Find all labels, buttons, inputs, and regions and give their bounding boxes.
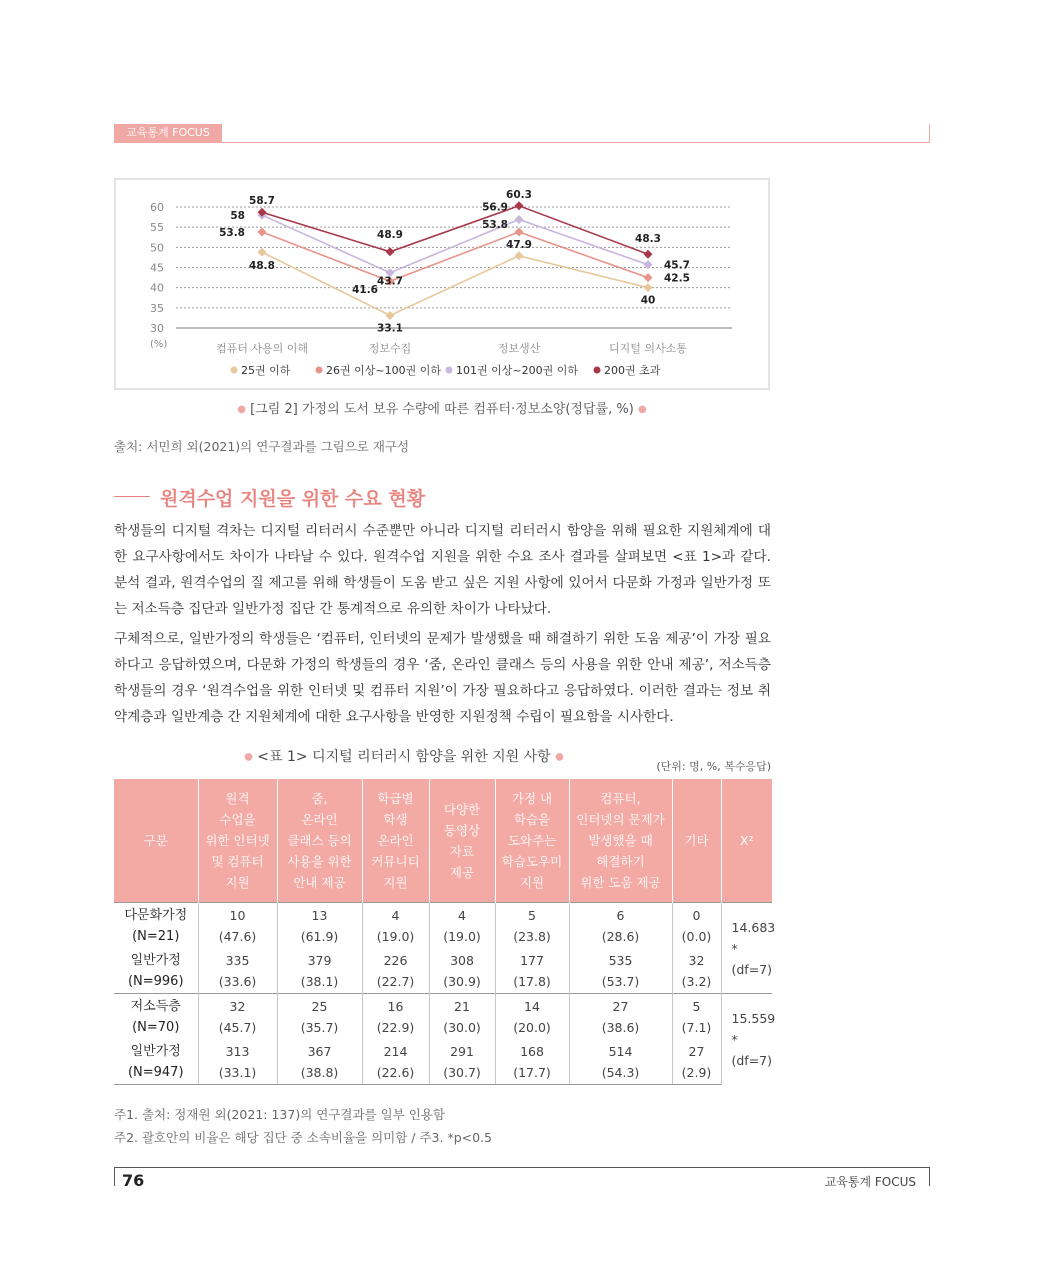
chi-square-cell (721, 994, 776, 1085)
data-point-marker (644, 250, 653, 259)
table-cell (362, 948, 429, 994)
table-note: 주2. 괄호안의 비율은 해당 집단 중 소속비율을 의미함 / 주3. *p<0.5 (114, 1130, 492, 1145)
series-line (262, 215, 648, 273)
bullet-dot-icon: ● (637, 404, 647, 415)
table-cell (672, 994, 721, 1040)
group-cell (114, 948, 198, 994)
cell-text: 177 (17.8) (513, 952, 551, 989)
table-row (114, 903, 772, 949)
data-point-marker (515, 201, 524, 210)
table-cell (277, 903, 362, 949)
bullet-dot-icon: ● (237, 404, 247, 415)
legend-swatch (594, 367, 601, 374)
header-cell (362, 779, 429, 903)
table-cell (429, 994, 495, 1040)
cell-text: 저소득층 (N=70) (130, 998, 181, 1035)
y-tick-label: 50 (150, 241, 164, 255)
table-cell (495, 903, 569, 949)
legend-swatch (231, 367, 238, 374)
table-cell (277, 948, 362, 994)
cell-text: 0 (0.0) (681, 907, 712, 944)
cell-text: 32 (3.2) (681, 952, 712, 989)
y-axis-unit: (%) (150, 339, 168, 350)
data-point-marker (515, 215, 524, 224)
legend-swatch (446, 367, 453, 374)
cell-text: 291 (30.7) (443, 1043, 481, 1080)
legend-swatch (316, 367, 323, 374)
data-label: 48.9 (377, 228, 403, 241)
cell-text: 일반가정 (N=947) (127, 1043, 184, 1080)
header-text: 가정 내 학습을 도와주는 학습도우미 지원 (501, 791, 563, 890)
figure-caption (114, 398, 770, 417)
table-row (114, 1039, 772, 1085)
y-tick-label: 30 (150, 322, 164, 335)
table-note: 주1. 출처: 정재원 외(2021: 137)의 연구결과를 일부 인용함 (114, 1107, 445, 1122)
cell-text: 14 (20.0) (513, 998, 551, 1035)
cell-text: 32 (45.7) (218, 998, 257, 1035)
cell-text: 214 (22.6) (376, 1043, 415, 1080)
group-cell (114, 1039, 198, 1085)
data-label: 53.8 (482, 219, 508, 232)
chi-square-cell (721, 903, 776, 994)
y-tick-label: 40 (150, 281, 164, 295)
cell-text: 15.559 *(df=7) (731, 1010, 776, 1068)
figure-caption-text: [그림 2] 가정의 도서 보유 수량에 따른 컴퓨터·정보소양(정답률, %) (250, 402, 634, 417)
cell-text: 535 (53.7) (601, 952, 640, 989)
cell-text: 308 (30.9) (443, 952, 481, 989)
cell-text: 27 (38.6) (601, 998, 640, 1035)
data-point-marker (644, 273, 653, 282)
data-label: 41.6 (352, 284, 378, 297)
x-tick-label: 컴퓨터 사용의 이해 (215, 342, 309, 355)
series-line (262, 252, 648, 315)
table-cell (198, 903, 277, 949)
cell-text: 226 (22.7) (376, 952, 415, 989)
legend-label: 101권 이상~200권 이하 (456, 364, 578, 377)
cell-text: 일반가정 (N=996) (127, 952, 184, 989)
table-cell (495, 948, 569, 994)
data-label: 42.5 (664, 272, 690, 285)
group-cell (114, 903, 198, 949)
section-title: 원격수업 지원을 위한 수요 현황 (160, 488, 426, 510)
data-label: 43.7 (377, 275, 403, 288)
cell-text: 4 (19.0) (443, 907, 481, 944)
header-text: 컴퓨터, 인터넷의 문제가 발생했을 때 해결하기 위한 도움 제공 (576, 791, 665, 890)
header-cell (672, 779, 721, 903)
header-text: 구분 (143, 833, 168, 848)
legend-label: 200권 초과 (604, 364, 661, 377)
data-label: 60.3 (506, 188, 532, 201)
data-label: 48.3 (635, 233, 661, 246)
legend-label: 25권 이하 (241, 364, 291, 377)
table-cell (495, 1039, 569, 1085)
header-cell (277, 779, 362, 903)
table-cell (362, 1039, 429, 1085)
y-tick-label: 45 (150, 261, 164, 275)
page-number: 76 (122, 1171, 145, 1190)
figure-source: 출처: 서민희 외(2021)의 연구결과를 그림으로 재구성 (114, 439, 410, 454)
bullet-dot-icon: ● (555, 751, 564, 763)
x-tick-label: 디지털 의사소통 (609, 342, 687, 355)
bullet-dot-icon: ● (244, 751, 253, 763)
header-rule-tick (929, 124, 930, 143)
paragraph: 구체적으로, 일반가정의 학생들은 ‘컴퓨터, 인터넷의 문제가 발생했을 때 해결하기 위한 도움 제공’이 가장 필요하다고 응답하였으며, 다문화 가정의 학생들의 경우 ‘줌, 온라인 클래스 등의 사용을 위한 안내 제공’, 저소득층 학생들의 경우 ‘원격수업을 위한 인터넷 및 컴퓨터 지원’이 가장 필요하다고 응답하였다. 이러한 결과는 정보 취약계층과 일반계층 간 지원체계에 대한 요구사항을 반영한 지원정책 수립이 필요함을 시사한다. (114, 631, 771, 725)
footer-label: 교육통계 FOCUS (824, 1175, 916, 1189)
legend-label: 26권 이상~100권 이하 (326, 364, 441, 377)
x-tick-label: 정보생산 (497, 342, 541, 355)
cell-text: 367 (38.8) (300, 1043, 339, 1080)
cell-text: 5 (7.1) (681, 998, 712, 1035)
header-text: 학급별 학생 온라인 커뮤니티 지원 (371, 791, 420, 890)
table-cell (569, 948, 672, 994)
y-tick-label: 35 (150, 301, 164, 315)
table-cell (672, 1039, 721, 1085)
data-point-marker (386, 311, 395, 320)
header-cell (495, 779, 569, 903)
table-cell (672, 948, 721, 994)
line-chart (114, 178, 770, 390)
table-row (114, 948, 772, 994)
cell-text: 다문화가정 (N=21) (124, 907, 188, 944)
header-cell (198, 779, 277, 903)
data-label: 58.7 (249, 195, 275, 208)
data-point-marker (386, 247, 395, 256)
header-rule (114, 142, 930, 143)
data-label: 45.7 (664, 259, 690, 272)
support-table (114, 779, 776, 1085)
cell-text: 16 (22.9) (376, 998, 415, 1035)
cell-text: 5 (23.8) (513, 907, 551, 944)
cell-text: 21 (30.0) (443, 998, 481, 1035)
header-label: 교육통계 FOCUS (114, 124, 222, 142)
cell-text: 335 (33.6) (218, 952, 257, 989)
data-point-marker (258, 248, 267, 257)
footer-rule (114, 1167, 930, 1168)
data-label: 47.9 (506, 238, 532, 251)
table-cell (429, 903, 495, 949)
table-caption-text: <표 1> 디지털 리터러시 함양을 위한 지원 사항 (257, 749, 551, 765)
table-unit: (단위: 명, %, 복수응답) (656, 760, 771, 773)
header-text: X² (739, 833, 754, 848)
cell-text: 27 (2.9) (681, 1043, 712, 1080)
x-tick-label: 정보수집 (368, 342, 412, 355)
paragraph: 학생들의 디지털 격차는 디지털 리터러시 수준뿐만 아니라 디지털 리터러시 함양을 위해 필요한 지원체계에 대한 요구사항에서도 차이가 나타날 수 있다. 원격수업 지원을 위한 수요 조사 결과를 살펴보면 <표 1>과 같다. 분석 결과, 원격수업의 질 제고를 위해 학생들이 도움 받고 싶은 지원 사항에 있어서 다문화 가정과 일반가정 또는 저소득층 집단과 일반가정 집단 간 통계적으로 유의한 차이가 나타났다. (114, 523, 771, 617)
header-cell (569, 779, 672, 903)
data-label: 58 (230, 210, 245, 223)
data-point-marker (644, 283, 653, 292)
table-cell (569, 903, 672, 949)
series-line (262, 206, 648, 254)
table-cell (569, 1039, 672, 1085)
table-cell (362, 994, 429, 1040)
y-tick-label: 55 (150, 221, 164, 235)
data-label: 48.8 (249, 260, 275, 273)
table-header-row (114, 779, 772, 903)
footer-rule-tick (114, 1167, 115, 1186)
table-cell (569, 994, 672, 1040)
cell-text: 168 (17.7) (513, 1043, 551, 1080)
data-point-marker (258, 228, 267, 237)
table-cell (429, 1039, 495, 1085)
cell-text: 514 (54.3) (601, 1043, 640, 1080)
table-cell (277, 994, 362, 1040)
data-label: 33.1 (377, 322, 403, 335)
cell-text: 14.683 *(df=7) (731, 919, 776, 977)
table-cell (198, 994, 277, 1040)
cell-text: 379 (38.1) (300, 952, 339, 989)
table-cell (362, 903, 429, 949)
header-text: 다양한 동영상 자료 제공 (443, 801, 481, 880)
group-cell (114, 994, 198, 1040)
data-label: 53.8 (219, 227, 245, 240)
data-point-marker (515, 228, 524, 237)
header-cell (114, 779, 198, 903)
table-cell (495, 994, 569, 1040)
data-label: 40 (640, 294, 656, 307)
header-cell (721, 779, 772, 903)
header-text: 줌, 온라인 클래스 등의 사용을 위한 안내 제공 (287, 791, 352, 890)
y-tick-label: 60 (150, 201, 164, 214)
table-cell (198, 948, 277, 994)
cell-text: 10 (47.6) (218, 907, 257, 944)
cell-text: 13 (61.9) (300, 907, 339, 944)
cell-text: 6 (28.6) (601, 907, 640, 944)
data-label: 56.9 (482, 201, 508, 214)
cell-text: 25 (35.7) (300, 998, 339, 1035)
table-cell (198, 1039, 277, 1085)
cell-text: 313 (33.1) (218, 1043, 257, 1080)
header-cell (429, 779, 495, 903)
data-point-marker (515, 251, 524, 260)
section-title-rule (114, 496, 150, 497)
table-row (114, 994, 772, 1040)
table-cell (429, 948, 495, 994)
table-cell (277, 1039, 362, 1085)
cell-text: 4 (19.0) (376, 907, 415, 944)
header-text: 원격 수업을 위한 인터넷 및 컴퓨터 지원 (205, 791, 270, 890)
table-cell (672, 903, 721, 949)
footer-rule-tick (929, 1167, 930, 1186)
header-text: 기타 (684, 833, 709, 848)
